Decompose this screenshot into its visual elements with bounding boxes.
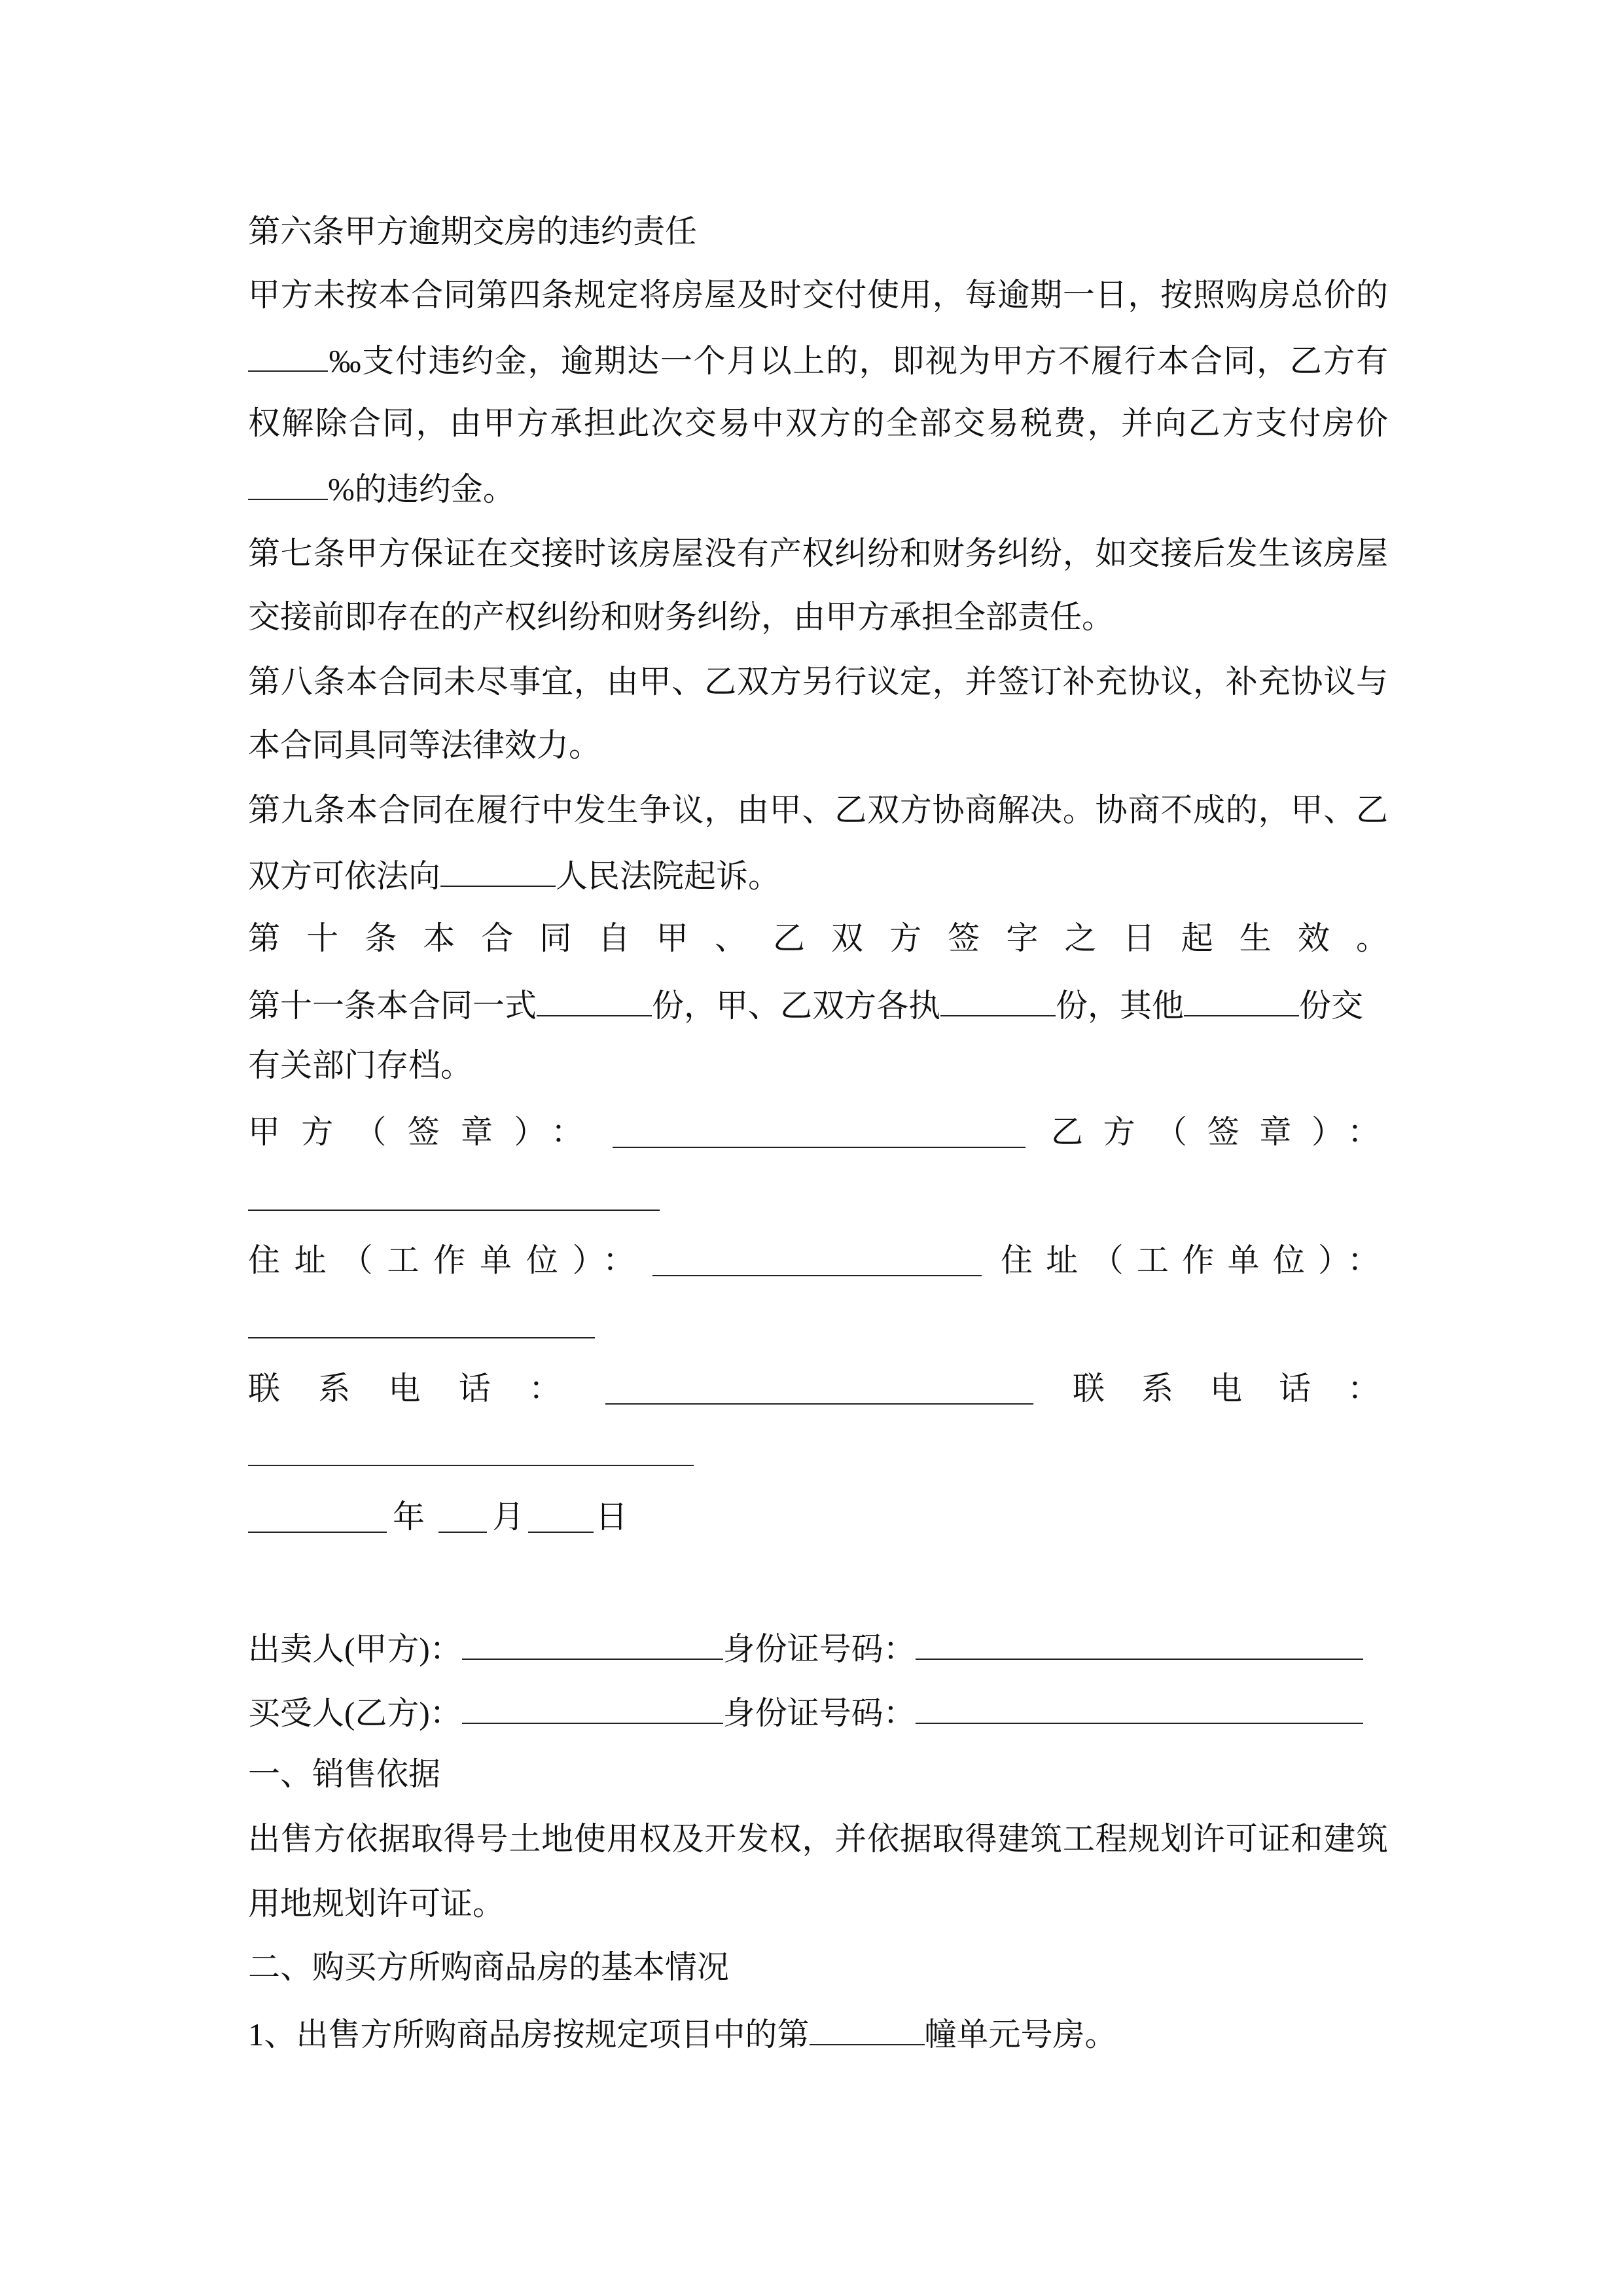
line-text: 第八条本合同未尽事宜，由甲、乙双方另行议定，并签订补充协议，补充协议与: [248, 664, 1388, 700]
line-text: 幢单元号房。: [924, 2017, 1117, 2053]
party-b-seal-label: [1051, 1111, 1380, 1153]
line-text: 身份证号码：: [722, 1695, 916, 1731]
paragraph-line: [248, 338, 1388, 380]
phone-b-blank[interactable]: [248, 1465, 694, 1466]
party-a-seal-blank[interactable]: [613, 1147, 1026, 1148]
paragraph-line: [248, 274, 1388, 316]
label-text: 联系电话：: [1073, 1371, 1380, 1407]
month-blank[interactable]: [438, 1532, 487, 1533]
paragraph-line: [248, 1883, 1388, 1925]
line-text: 双方可依法向: [248, 858, 441, 894]
paragraph-line: [248, 2011, 1388, 2053]
paragraph-line: [248, 403, 1388, 444]
address-b-blank[interactable]: [248, 1337, 595, 1338]
paragraph-line: [248, 725, 1388, 766]
line-text: 甲方未按本合同第四条规定将房屋及时交付使用，每逾期一日，按照购房总价的: [248, 277, 1388, 313]
line-text: 出售方依据取得号土地使用权及开发权，并依据取得建筑工程规划许可证和建筑: [248, 1821, 1388, 1857]
paragraph-line: [248, 1626, 1388, 1668]
line-text: 买受人(乙方)：: [248, 1695, 462, 1731]
label-text: 住址（工作单位）：: [1001, 1242, 1380, 1278]
paragraph-line: [248, 918, 1388, 960]
party-a-seal-label: [248, 1111, 583, 1153]
phone-b-label: [1073, 1368, 1380, 1410]
line-text: 二、购买方所购商品房的基本情况: [248, 1949, 730, 1985]
label-text: 住址（工作单位）：: [248, 1242, 635, 1278]
day-blank[interactable]: [528, 1532, 594, 1533]
line-text: 第九条本合同在履行中发生争议，由甲、乙双方协商解决。协商不成的，甲、乙: [248, 792, 1388, 828]
line-text: 第十条本合同自甲、乙双方签字之日起生效。: [248, 920, 1388, 956]
address-b-label: [1001, 1240, 1380, 1282]
paragraph-line: [248, 466, 1388, 508]
line-text: 一、销售依据: [248, 1756, 441, 1792]
label-text: 联系电话：: [248, 1371, 561, 1407]
paragraph-line: [248, 982, 1388, 1024]
paragraph-line: [248, 789, 1388, 831]
fill-in-blank[interactable]: [916, 1626, 1363, 1660]
line-text: 有关部门存档。: [248, 1047, 473, 1083]
line-text: 份，其他: [1056, 988, 1185, 1024]
label-text: 乙方（签章）：: [1051, 1114, 1380, 1150]
paragraph-line: [248, 661, 1388, 703]
fill-in-blank[interactable]: [462, 1626, 723, 1660]
paragraph-line: [248, 853, 1388, 895]
year-blank[interactable]: [248, 1532, 387, 1533]
paragraph-line: [248, 1045, 1388, 1086]
fill-in-blank[interactable]: [916, 1690, 1363, 1724]
line-text: %的违约金。: [328, 471, 515, 507]
line-text: 权解除合同，由甲方承担此次交易中双方的全部交易税费，并向乙方支付房价: [248, 405, 1388, 441]
line-text: 出卖人(甲方)：: [248, 1631, 462, 1667]
line-text: 份，甲、乙双方各执: [652, 988, 941, 1024]
fill-in-blank[interactable]: [1184, 982, 1299, 1016]
paragraph-line: [248, 211, 1388, 253]
phone-a-label: [248, 1368, 561, 1410]
paragraph-line: [248, 596, 1388, 638]
line-text: 1、出售方所购商品房按规定项目中的第: [248, 2017, 810, 2053]
line-text: 第十一条本合同一式: [248, 988, 537, 1024]
line-text: 用地规划许可证。: [248, 1886, 505, 1922]
address-a-label: [248, 1240, 635, 1282]
line-text: 交接前即存在的产权纠纷和财务纠纷，由甲方承担全部责任。: [248, 599, 1115, 635]
paragraph-line: [248, 1690, 1388, 1732]
fill-in-blank[interactable]: [440, 853, 556, 887]
fill-in-blank[interactable]: [462, 1690, 723, 1724]
fill-in-blank[interactable]: [248, 338, 328, 372]
year-label: 年: [393, 1499, 425, 1535]
line-text: 第七条甲方保证在交接时该房屋没有产权纠纷和财务纠纷，如交接后发生该房屋: [248, 535, 1388, 571]
fill-in-blank[interactable]: [537, 982, 652, 1016]
address-a-blank[interactable]: [652, 1275, 982, 1276]
fill-in-blank[interactable]: [248, 466, 328, 500]
day-label: 日: [596, 1499, 628, 1535]
line-text: ‰支付违约金，逾期达一个月以上的，即视为甲方不履行本合同，乙方有: [328, 343, 1388, 379]
paragraph-line: [248, 1818, 1388, 1860]
phone-a-blank[interactable]: [605, 1403, 1033, 1405]
line-text: 份交: [1299, 988, 1364, 1024]
party-b-seal-blank[interactable]: [248, 1210, 660, 1211]
line-text: 身份证号码：: [722, 1631, 916, 1667]
fill-in-blank[interactable]: [810, 2011, 925, 2045]
label-text: 甲方（签章）：: [248, 1114, 583, 1150]
line-text: 人民法院起诉。: [556, 858, 781, 894]
paragraph-line: [248, 1946, 1388, 1988]
line-text: 本合同具同等法律效力。: [248, 727, 601, 763]
paragraph-line: [248, 1753, 1388, 1795]
fill-in-blank[interactable]: [940, 982, 1056, 1016]
paragraph-line: [248, 533, 1388, 575]
month-label: 月: [492, 1499, 525, 1535]
line-text: 第六条甲方逾期交房的违约责任: [248, 213, 698, 249]
